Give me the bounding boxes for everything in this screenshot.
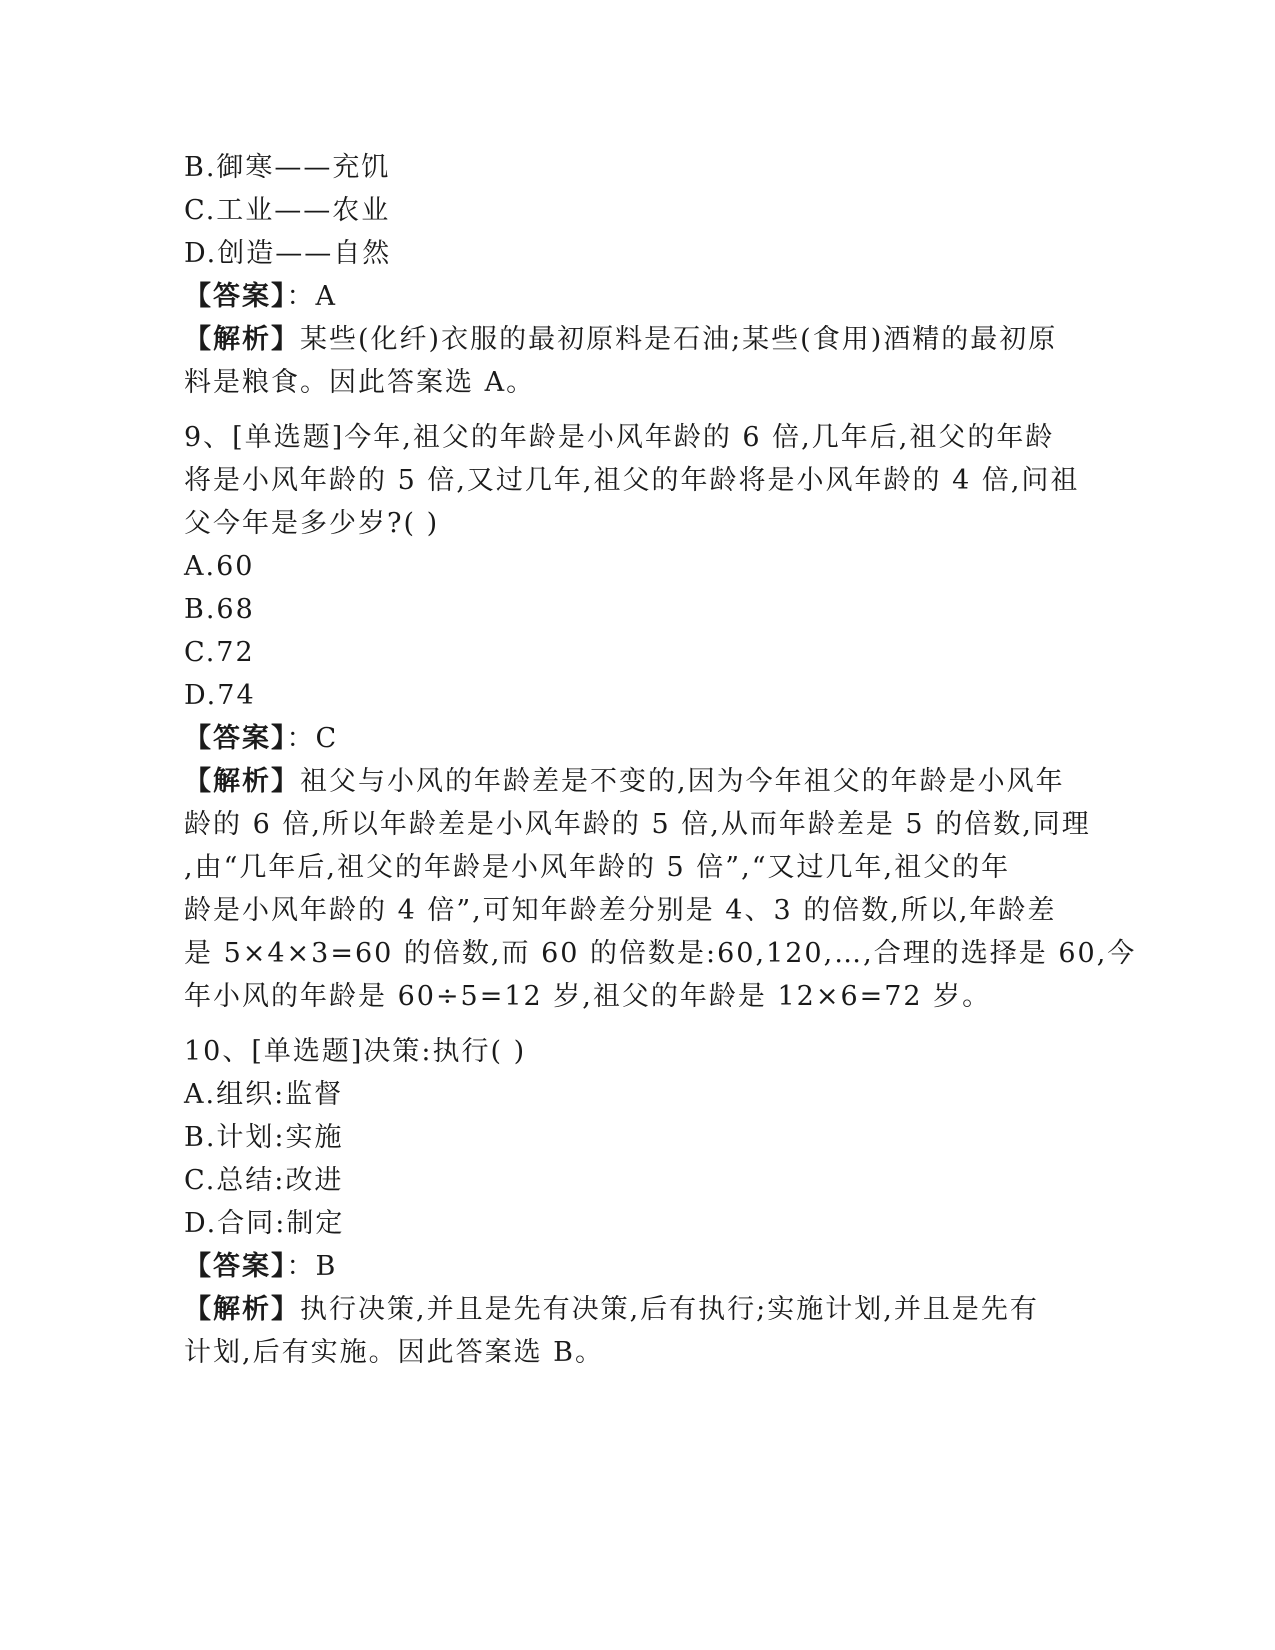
answer: [184, 275, 1084, 318]
analysis: [184, 760, 1137, 1018]
analysis-label: 【解析】: [184, 1294, 300, 1325]
question-line: 父今年是多少岁?( ): [184, 508, 440, 539]
option-d: D.合同:制定: [184, 1208, 345, 1239]
question-8: [184, 146, 1084, 404]
answer-label: 【答案】: [184, 281, 287, 312]
option-c: C.72: [184, 637, 255, 668]
answer-value: ：B: [286, 1251, 338, 1282]
option-d: D.创造——自然: [184, 238, 392, 269]
analysis-line: ,由“几年后,祖父的年龄是小风年龄的 5 倍”,“又过几年,祖父的年: [184, 852, 1011, 883]
analysis-line: 计划,后有实施。因此答案选 B。: [184, 1337, 605, 1368]
option-d: D.74: [184, 680, 256, 711]
analysis-text: 某些(化纤)衣服的最初原料是石油;某些(食用)酒精的最初原: [300, 324, 1058, 355]
option-a: A.组织:监督: [184, 1079, 344, 1110]
question-line: 9、[单选题]今年,祖父的年龄是小风年龄的 6 倍,几年后,祖父的年龄: [184, 422, 1055, 453]
answer: [184, 717, 1084, 760]
analysis-line: [184, 318, 1084, 361]
analysis-line: [184, 760, 1084, 803]
question-10: [184, 1030, 1084, 1374]
option-c: C.总结:改进: [184, 1165, 344, 1196]
option-a: A.60: [184, 551, 255, 582]
question-9: [184, 416, 1137, 1018]
analysis: [184, 1288, 1084, 1374]
answer-value: ：A: [286, 281, 337, 312]
analysis-line: 龄是小风年龄的 4 倍”,可知年龄差分别是 4、3 的倍数,所以,年龄差: [184, 895, 1057, 926]
analysis-line: 是 5×4×3=60 的倍数,而 60 的倍数是:60,120,…,合理的选择是 60,今: [184, 938, 1137, 969]
option-b: B.御寒——充饥: [184, 152, 391, 183]
answer-label: 【答案】: [184, 723, 287, 754]
analysis-line: [184, 1288, 1084, 1331]
analysis-label: 【解析】: [184, 324, 300, 355]
analysis-line: 年小风的年龄是 60÷5=12 岁,祖父的年龄是 12×6=72 岁。: [184, 981, 992, 1012]
option-b: B.计划:实施: [184, 1122, 344, 1153]
answer: [184, 1245, 1084, 1288]
analysis-text: 祖父与小风的年龄差是不变的,因为今年祖父的年龄是小风年: [300, 766, 1065, 797]
question-line: 将是小风年龄的 5 倍,又过几年,祖父的年龄将是小风年龄的 4 倍,问祖: [184, 465, 1080, 496]
document-page: [184, 146, 1137, 1374]
analysis-text: 执行决策,并且是先有决策,后有执行;实施计划,并且是先有: [300, 1294, 1039, 1325]
answer-label: 【答案】: [184, 1251, 287, 1282]
analysis-label: 【解析】: [184, 766, 300, 797]
option-c: C.工业——农业: [184, 195, 391, 226]
question-text: [184, 416, 1084, 545]
analysis-line: 龄的 6 倍,所以年龄差是小风年龄的 5 倍,从而年龄差是 5 的倍数,同理: [184, 809, 1091, 840]
answer-value: ：C: [286, 723, 339, 754]
option-b: B.68: [184, 594, 255, 625]
analysis: [184, 318, 1084, 404]
analysis-line: 料是粮食。因此答案选 A。: [184, 367, 536, 398]
question-text: 10、[单选题]决策:执行( ): [184, 1036, 527, 1067]
